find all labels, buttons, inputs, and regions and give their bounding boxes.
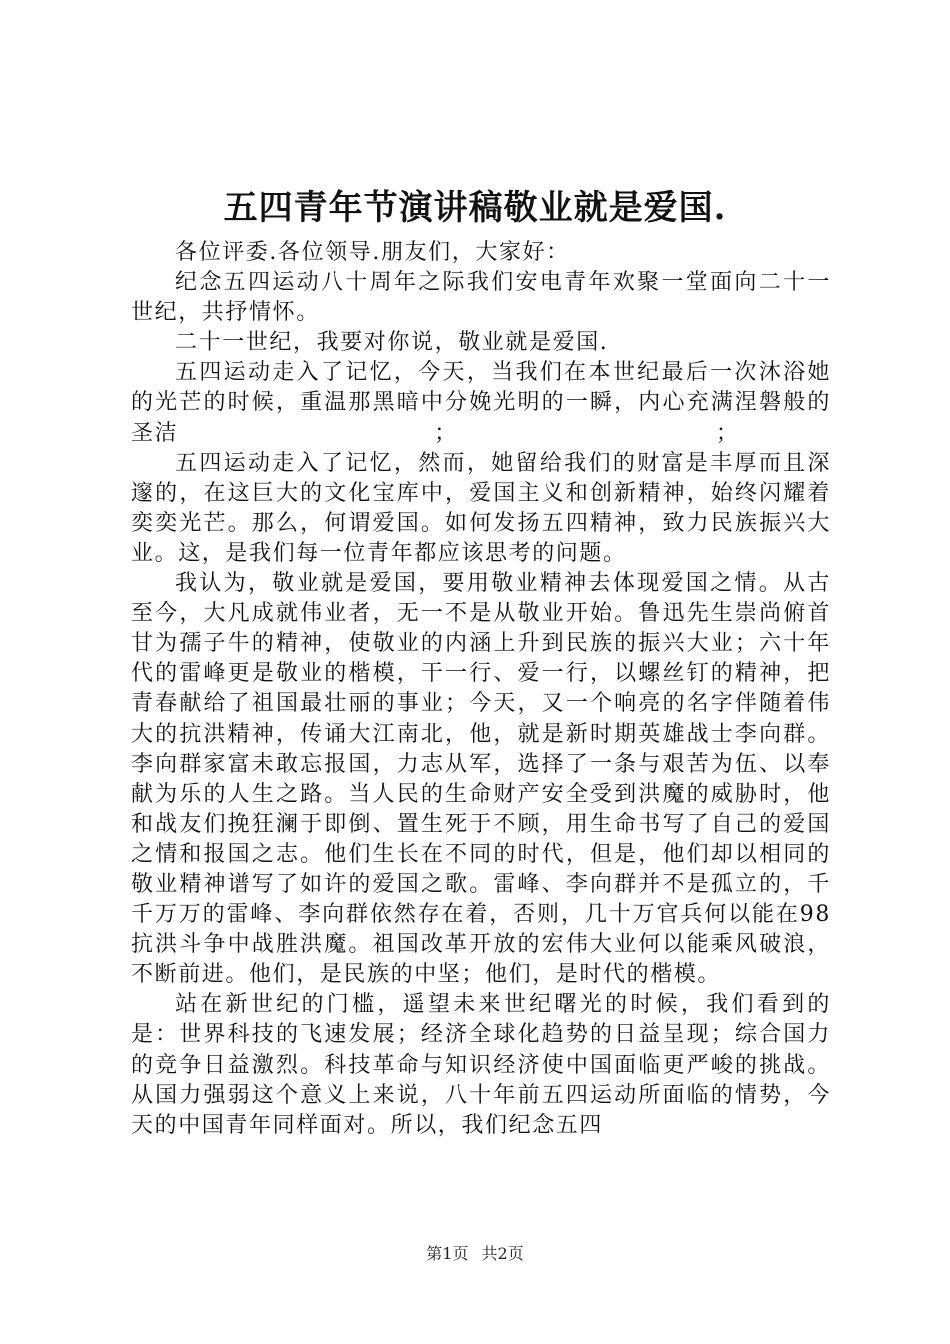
page-number: 第1页 <box>426 1244 469 1263</box>
paragraph-4 <box>131 358 831 448</box>
stray-semicolon: ； <box>715 420 740 446</box>
page-total: 共2页 <box>481 1244 524 1263</box>
paragraph-6: 我认为，敬业就是爱国，要用敬业精神去体现爱国之情。从古至今，大凡成就伟业者，无一不是从敬业开始。鲁迅先生崇尚俯首甘为孺子牛的精神，使敬业的内涵上升到民族的振兴大业；六十年代的雷峰更是敬业的楷模，干一行、爱一行，以螺丝钉的精神，把青春献给了祖国最壮丽的事业；今天，又一个响亮的名字伴随着伟大的抗洪精神，传诵大江南北，他，就是新时期英雄战士李向群。李向群家富未敢忘报国，力志从军，选择了一条与艰苦为伍、以奉献为乐的人生之路。当人民的生命财产安全受到洪魔的威胁时，他和战友们挽狂澜于即倒、置生死于不顾，用生命书写了自己的爱国之情和报国之志。他们生长在不同的时代，但是，他们却以相同的敬业精神谱写了如许的爱国之歌。雷峰、李向群并不是孤立的，千千万万的雷峰、李向群依然存在着，否则，几十万官兵何以能在98抗洪斗争中战胜洪魔。祖国改革开放的宏伟大业何以能乘风破浪，不断前进。他们，是民族的中坚；他们，是时代的楷模。 <box>131 571 831 988</box>
page-footer <box>0 1244 950 1264</box>
paragraph-greeting: 各位评委.各位领导.朋友们，大家好： <box>175 240 570 265</box>
stray-semicolon: ； <box>434 420 458 446</box>
paragraph-4-text: 五四运动走入了记忆，今天，当我们在本世纪最后一次沐浴她的光芒的时候，重温那黑暗中分娩光明的一瞬，内心充满涅磐般的圣洁 <box>131 360 831 446</box>
paragraph-2: 纪念五四运动八十周年之际我们安电青年欢聚一堂面向二十一世纪，共抒情怀。 <box>131 270 831 326</box>
paragraph-7: 站在新世纪的门槛，遥望未来世纪曙光的时候，我们看到的是：世界科技的飞速发展；经济全球化趋势的日益呈现；综合国力的竞争日益激烈。科技革命与知识经济使中国面临更严峻的挑战。从国力强弱这个意义上来说，八十年前五四运动所面临的情势，今天的中国青年同样面对。所以，我们纪念五四 <box>131 992 831 1138</box>
paragraph-3: 二十一世纪，我要对你说，敬业就是爱国. <box>175 330 609 356</box>
document-title: 五四青年节演讲稿敬业就是爱国. <box>223 188 727 228</box>
document-body <box>131 238 831 1141</box>
paragraph-5: 五四运动走入了记忆，然而，她留给我们的财富是丰厚而且深邃的，在这巨大的文化宝库中，爱国主义和创新精神，始终闪耀着奕奕光芒。那么，何谓爱国。如何发扬五四精神，致力民族振兴大业。这，是我们每一位青年都应该思考的问题。 <box>131 450 831 566</box>
